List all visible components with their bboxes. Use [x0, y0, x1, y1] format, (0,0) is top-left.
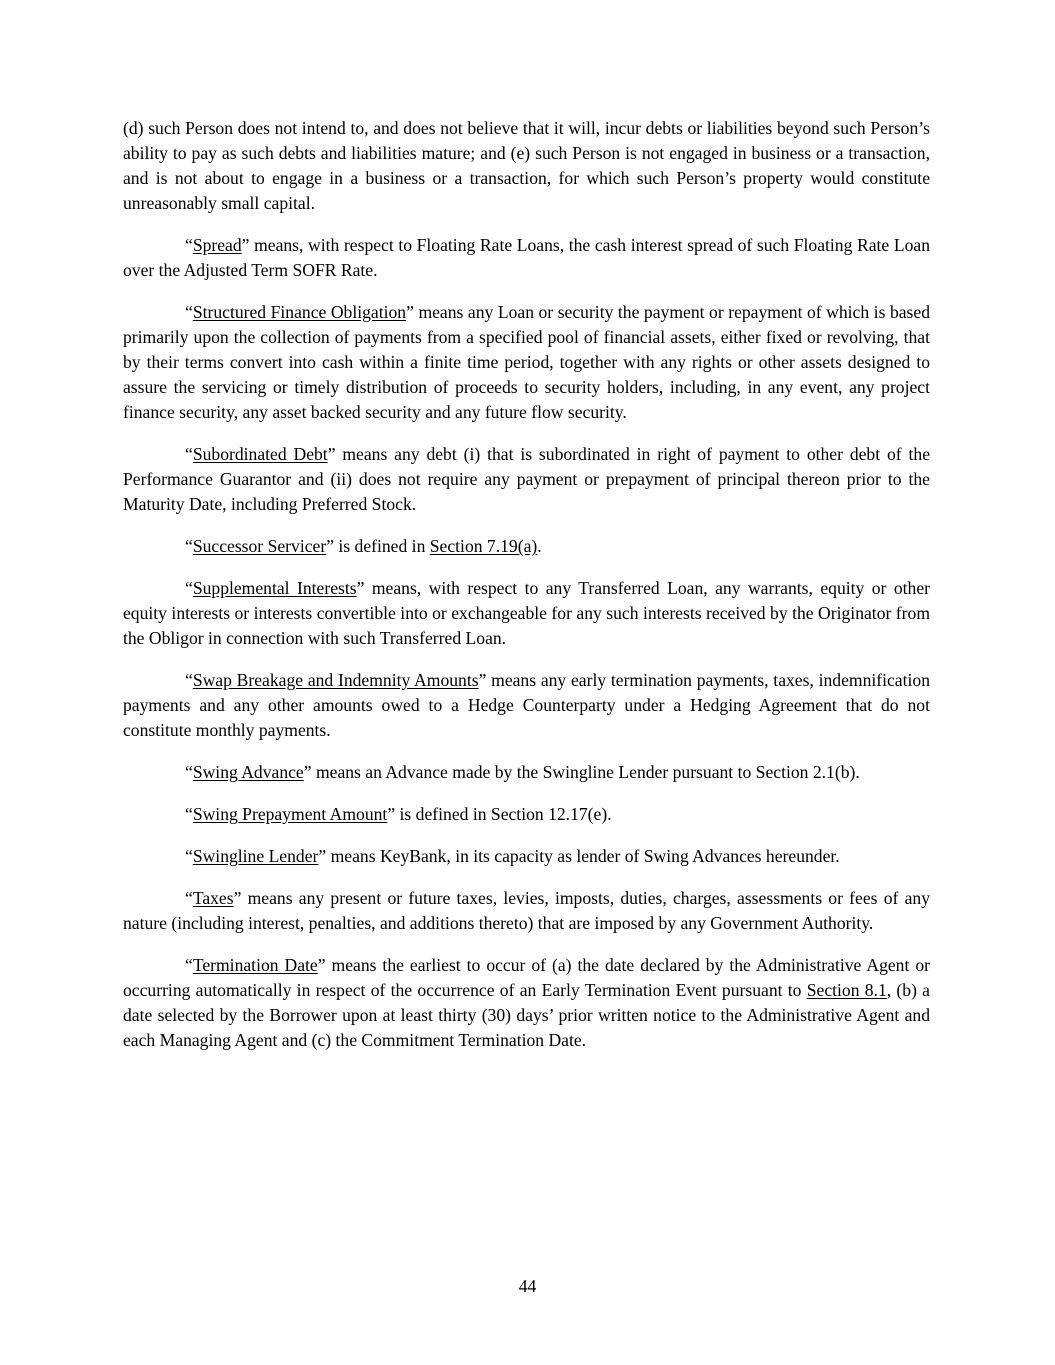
para-def-termination-date	[123, 953, 930, 1053]
open-quote: “	[185, 670, 193, 690]
open-quote: “	[185, 888, 193, 908]
para-def-swingline-lender	[123, 844, 930, 869]
text-run: ” means KeyBank, in its capacity as lender of Swing Advances hereunder.	[318, 846, 840, 866]
defined-term-taxes: Taxes	[192, 888, 234, 908]
text-run: .	[537, 536, 542, 556]
text-run: ” means, with respect to any Transferred Loan, any warrants, equity or other equity interests or interests convertible into or exchangeable for any such interests received by the Originator from the Obligor in connection with such Transferred Loan.	[123, 578, 931, 648]
text-run: (d) such Person does not intend to, and does not believe that it will, incur debts or liabilities beyond such Person’s ability to pay as such debts and liabilities mature; and (e) such Person is not engaged in business or a transaction, and is not about to engage in a business or a transaction, for which such Person’s property would constitute unreasonably small capital.	[123, 118, 930, 213]
para-def-swap-breakage-and-indemnity-amounts	[123, 668, 930, 743]
para-insolvency-continuation	[123, 116, 930, 216]
text-run: ” means any early termination payments, taxes, indemnification payments and any other amounts owed to a Hedge Counterparty under a Hedging Agreement that do not constitute monthly payments.	[123, 670, 930, 740]
para-def-structured-finance-obligation	[123, 300, 930, 425]
section-reference-8-1: Section 8.1	[806, 980, 887, 1000]
defined-term-swap-breakage-and-indemnity-amounts: Swap Breakage and Indemnity Amounts	[192, 670, 479, 690]
defined-term-swing-prepayment-amount: Swing Prepayment Amount	[192, 804, 388, 824]
section-reference-7-19-a: Section 7.19(a)	[429, 536, 538, 556]
text-run: ” means any Loan or security the payment or repayment of which is based primarily upon the collection of payments from a specified pool of financial assets, either fixed or revolving, that by their terms convert into cash within a finite time period, together with any rights or other assets designed to assure the servicing or timely distribution of proceeds to security holders, including, in any event, any project finance security, any asset backed security and any future flow security.	[123, 302, 930, 422]
text-run: ” means an Advance made by the Swingline Lender pursuant to Section 2.1(b).	[303, 762, 860, 782]
text-run: ” is defined in Section 12.17(e).	[387, 804, 612, 824]
para-def-swing-advance	[123, 760, 930, 785]
open-quote: “	[185, 444, 193, 464]
para-def-swing-prepayment-amount	[123, 802, 930, 827]
open-quote: “	[185, 235, 193, 255]
page-number: 44	[518, 1276, 537, 1296]
open-quote: “	[185, 955, 193, 975]
defined-term-spread: Spread	[192, 235, 242, 255]
open-quote: “	[185, 762, 193, 782]
open-quote: “	[185, 536, 193, 556]
defined-term-structured-finance-obligation: Structured Finance Obligation	[192, 302, 407, 322]
text-run: ” is defined in	[326, 536, 430, 556]
text-run: ” means any debt (i) that is subordinated in right of payment to other debt of the Performance Guarantor and (ii) does not require any payment or prepayment of principal thereon prior to the Maturity Date, including Preferred Stock.	[123, 444, 930, 514]
defined-term-swingline-lender: Swingline Lender	[192, 846, 319, 866]
defined-term-supplemental-interests: Supplemental Interests	[192, 578, 357, 598]
open-quote: “	[185, 804, 193, 824]
text-run: ” means, with respect to Floating Rate Loans, the cash interest spread of such Floating Rate Loan over the Adjusted Term SOFR Rate.	[123, 235, 930, 280]
text-run: , (b) a date selected by the Borrower upon at least thirty (30) days’ prior written notice to the Administrative Agent and each Managing Agent and (c) the Commitment Termination Date.	[123, 980, 930, 1050]
open-quote: “	[185, 846, 193, 866]
defined-term-subordinated-debt: Subordinated Debt	[192, 444, 328, 464]
defined-term-swing-advance: Swing Advance	[192, 762, 304, 782]
text-run: ” means any present or future taxes, levies, imposts, duties, charges, assessments or fees of any nature (including interest, penalties, and additions thereto) that are imposed by any Government Authority.	[123, 888, 930, 933]
defined-term-successor-servicer: Successor Servicer	[192, 536, 327, 556]
para-def-supplemental-interests	[123, 576, 930, 651]
para-def-subordinated-debt	[123, 442, 930, 517]
defined-term-termination-date: Termination Date	[192, 955, 318, 975]
document-body	[123, 116, 930, 1070]
para-def-spread	[123, 233, 930, 283]
text-run: ” means the earliest to occur of (a) the date declared by the Administrative Agent or occurring automatically in respect of the occurrence of an Early Termination Event pursuant to	[123, 955, 930, 1000]
open-quote: “	[185, 578, 193, 598]
para-def-successor-servicer	[123, 534, 930, 559]
open-quote: “	[185, 302, 193, 322]
para-def-taxes	[123, 886, 930, 936]
